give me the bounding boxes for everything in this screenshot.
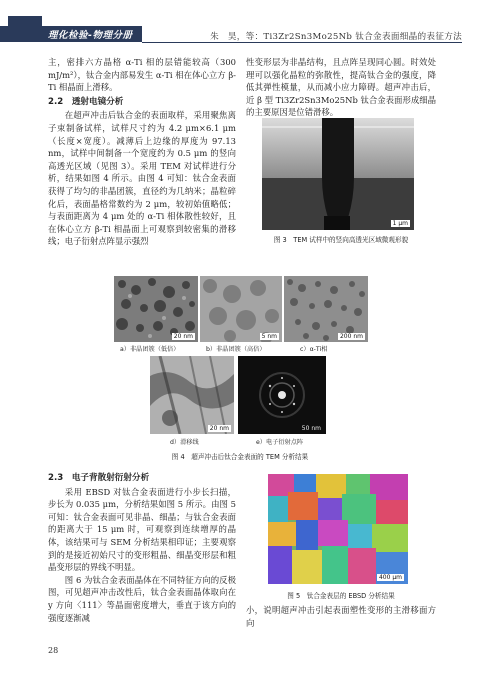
paragraph: 主，密排六方晶格 α-Ti 相的层错能较高（300 mJ/m²），钛合金内部易发生 α-Ti 相在体心立方 β-Ti 相晶面上滑移。 <box>48 57 236 93</box>
figure-4a-label: a）非晶团簇（低倍） <box>120 346 180 353</box>
scale-bar-label: 400 μm <box>378 574 402 581</box>
page-number: 28 <box>48 646 59 655</box>
scale-bar-label: 20 nm <box>173 333 193 340</box>
figure-4e-label: e）电子衍射点阵 <box>256 439 304 446</box>
right-column-bottom <box>246 604 436 629</box>
scale-bar-label: 50 nm <box>301 425 321 432</box>
journal-logo-icon <box>6 14 44 44</box>
paragraph: 小，说明超声冲击引起表面塑性变形的主滑移面方向 <box>246 605 436 628</box>
section-heading-2-2: 2.2 透射电镜分析 <box>48 96 124 107</box>
paragraph: 在超声冲击后钛合金的表面取样，采用聚焦离子束制备试样，试样尺寸约为 4.2 μm×6.1 μm（长度×宽度）。减薄后上边缘的厚度为 97.13 nm，试样中间制备一个宽度约为 0.5 μm 的竖向高透光区域（见图 3）。采用 TEM 对试样进行分析，结果如图 4 所示。由图 4 可知：钛合金表面获得了均匀的非晶团簇，直径约为几纳米；晶粒碎化后，表面晶格常数约为 2 μm，较初始值略低；与表面距离为 4 μm 处的 α-Ti 相体散性较好，且在体心立方 β-Ti 相晶面上可观察到较密集的滑移线；电子衍射点阵显示强烈 <box>48 110 236 247</box>
scale-bar-label: 5 nm <box>261 333 277 340</box>
figure-3-tem-image <box>262 118 414 230</box>
page-header <box>0 0 480 46</box>
figure-4d-image <box>150 356 234 434</box>
right-column-top <box>246 56 436 119</box>
figure-4a-image <box>114 276 198 342</box>
running-head: 朱 昊，等：Ti3Zr2Sn3Mo25Nb 钛合金表面细晶的表征方法 <box>210 32 462 42</box>
figure-4e-image <box>238 356 326 434</box>
scale-bar-label: 1 μm <box>392 220 408 227</box>
figure-5-caption: 图 5 钛合金表层的 EBSD 分析结果 <box>287 592 395 600</box>
left-column-bottom <box>48 470 236 624</box>
figure-3-caption: 图 3 TEM 试样中的竖向高透光区域微观形貌 <box>273 236 409 244</box>
scale-bar-label: 200 nm <box>339 333 363 340</box>
figure-4-caption: 图 4 超声冲击后钛合金表面的 TEM 分析结果 <box>171 453 309 461</box>
paragraph: 采用 EBSD 对钛合金表面进行小步长扫描，步长为 0.035 μm，分析结果如图 5 所示。由图 5 可知：钛合金表面可见非晶、细晶；与钛合金表面的距离大于 15 μm 时，可观察到连续增厚的晶体，该结果可与 SEM 分析结果相印证；主要观察到的是接近初始尺寸的变形粗晶、细晶变形层和粗晶变形层的界线不明显。 <box>48 486 236 573</box>
left-column-top <box>48 56 236 248</box>
section-heading-2-3: 2.3 电子背散射衍射分析 <box>48 473 150 483</box>
header-rule <box>142 42 462 43</box>
paragraph: 性变形层为非晶结构，且点阵呈现同心圆。时效处理可以强化晶粒的弥散性，提高钛合金的强度，降低其弹性模量，从而减小应力障碍。超声冲击后，近 β 型 Ti3Zr2Sn3Mo25Nb 钛合金表面形成细晶的主要原因是位错滑移。 <box>246 57 436 118</box>
paragraph: 图 6 为钛合金表面晶体在不同特征方向的反极图，可见超声冲击改性后，钛合金表面晶体取向在 y 方向〈111〉等晶面密度增大，垂直于该方向的强度逐渐减 <box>48 574 236 623</box>
figure-4b-label: b）非晶团簇（高倍） <box>206 346 266 353</box>
figure-5-ebsd-map <box>268 474 408 584</box>
figure-4d-label: d）滑移线 <box>170 439 199 446</box>
figure-4b-image <box>200 276 282 342</box>
journal-logo-text: 理化检验-物理分册 <box>48 30 133 41</box>
scale-bar-label: 20 nm <box>209 425 229 432</box>
figure-4c-label: c）α-Ti相 <box>300 346 328 353</box>
figure-4c-image <box>284 276 368 342</box>
